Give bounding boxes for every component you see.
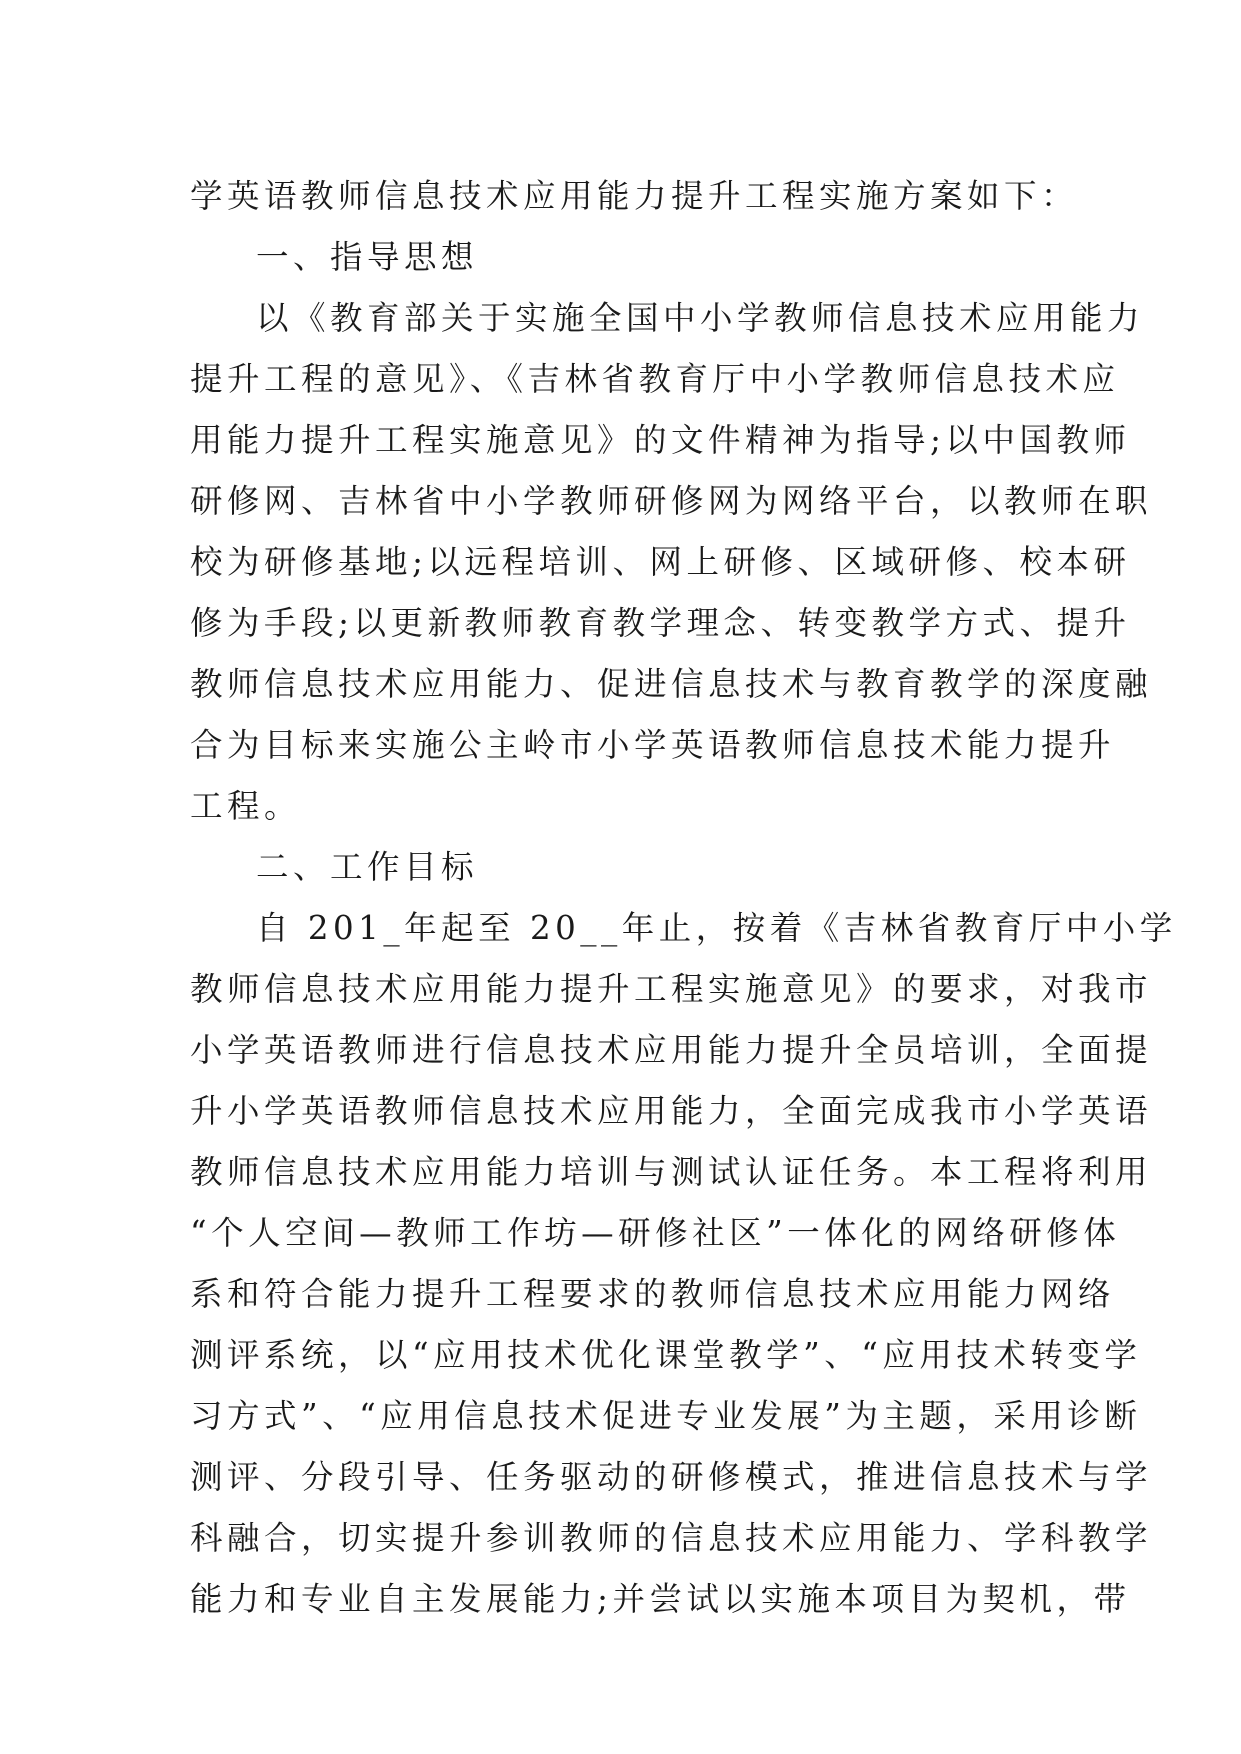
- text-line: 能力和专业自主发展能力;并尝试以实施本项目为契机，带: [190, 1580, 1131, 1618]
- text-line: “个人空间—教师工作坊—研修社区”一体化的网络研修体: [190, 1214, 1121, 1252]
- text-line: 测评、分段引导、任务驱动的研修模式，推进信息技术与学: [190, 1458, 1153, 1496]
- text-line: 科融合，切实提升参训教师的信息技术应用能力、学科教学: [190, 1519, 1153, 1557]
- text-line: 小学英语教师进行信息技术应用能力提升全员培训，全面提: [190, 1031, 1153, 1069]
- text-line: 研修网、吉林省中小学教师研修网为网络平台，以教师在职: [190, 482, 1153, 520]
- text-line: 用能力提升工程实施意见》的文件精神为指导;以中国教师: [190, 421, 1131, 459]
- text-line: 提升工程的意见》、《吉林省教育厅中小学教师信息技术应: [190, 360, 1120, 398]
- text-line: 二、工作目标: [256, 848, 479, 886]
- document-body: [190, 166, 1177, 1630]
- text-line: 教师信息技术应用能力、促进信息技术与教育教学的深度融: [190, 665, 1153, 703]
- text-line: 校为研修基地;以远程培训、网上研修、区域研修、校本研: [190, 543, 1131, 581]
- text-line: 工程。: [190, 787, 302, 825]
- text-line: 自 201_年起至 20__年止，按着《吉林省教育厅中小学: [256, 909, 1177, 947]
- text-line: 习方式”、“应用信息技术促进专业发展”为主题，采用诊断: [190, 1397, 1142, 1435]
- text-line: 系和符合能力提升工程要求的教师信息技术应用能力网络: [190, 1275, 1116, 1313]
- text-line: 教师信息技术应用能力培训与测试认证任务。本工程将利用: [190, 1153, 1153, 1191]
- text-line: 测评系统，以“应用技术优化课堂教学”、“应用技术转变学: [190, 1336, 1142, 1374]
- text-line: 合为目标来实施公主岭市小学英语教师信息技术能力提升: [190, 726, 1116, 764]
- text-line: 升小学英语教师信息技术应用能力，全面完成我市小学英语: [190, 1092, 1153, 1130]
- text-line: 教师信息技术应用能力提升工程实施意见》的要求，对我市: [190, 970, 1153, 1008]
- text-line: 以《教育部关于实施全国中小学教师信息技术应用能力: [256, 299, 1145, 337]
- text-line: 学英语教师信息技术应用能力提升工程实施方案如下：: [190, 177, 1079, 215]
- text-line: 一、指导思想: [256, 238, 479, 276]
- text-line: 修为手段;以更新教师教育教学理念、转变教学方式、提升: [190, 604, 1131, 642]
